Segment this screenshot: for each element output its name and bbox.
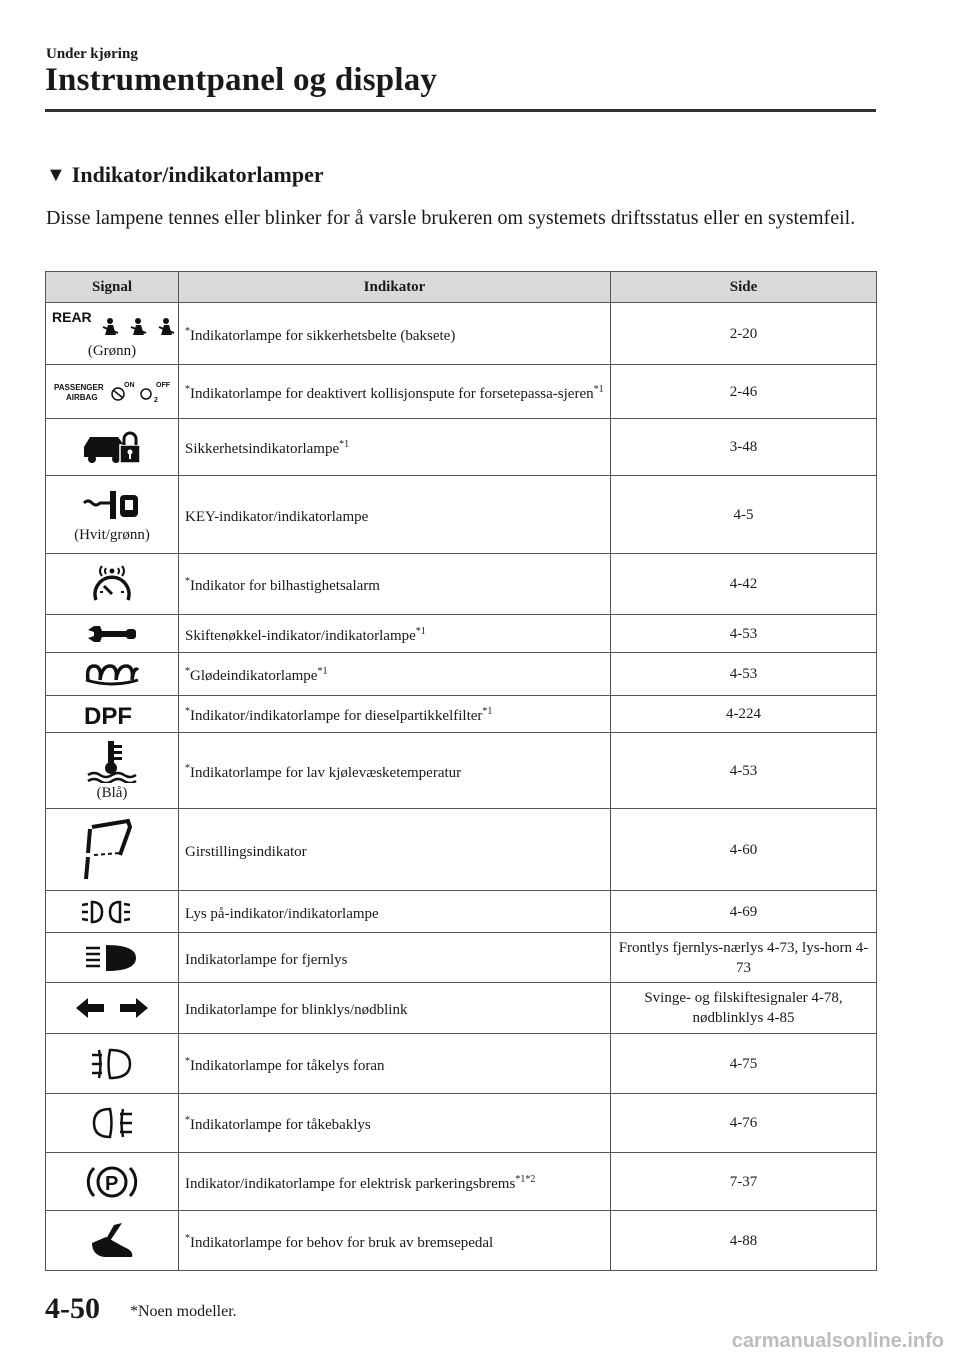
side-cell: 3-48: [611, 419, 877, 476]
signal-cell: [46, 1153, 179, 1211]
watermark: carmanualsonline.info: [731, 1330, 944, 1352]
side-cell: 4-76: [611, 1094, 877, 1153]
passenger-airbag-off-icon: [50, 378, 174, 406]
security-lock-car-icon: [80, 427, 144, 467]
parking-brake-icon: [84, 1160, 140, 1204]
rear-seatbelt-icon: [48, 307, 176, 341]
signal-cell: [46, 983, 179, 1034]
indikator-cell: *Indikatorlampe for deaktivert kollisjonspute for forsetepassa-sjeren$^{*1}$: [179, 365, 611, 419]
section-heading: [46, 162, 324, 188]
signal-cell: [46, 653, 179, 696]
table-header-row: [46, 272, 877, 303]
signal-cell: [46, 303, 179, 365]
chapter-title: Instrumentpanel og display: [45, 62, 438, 98]
rear-fog-icon: [90, 1105, 134, 1141]
signal-cell: [46, 365, 179, 419]
svg-text:DPF: DPF: [84, 703, 132, 728]
signal-cell: [46, 1034, 179, 1094]
header-indikator: Indikator: [179, 272, 611, 303]
brake-pedal-icon: [84, 1221, 140, 1261]
indikator-cell: *Indikator for bilhastighetsalarm: [179, 554, 611, 615]
dpf-icon: [82, 700, 142, 728]
indikator-cell: *Indikatorlampe for tåkelys foran: [179, 1034, 611, 1094]
signal-cell: [46, 933, 179, 983]
svg-text:AIRBAG: AIRBAG: [66, 392, 98, 402]
side-cell: 2-46: [611, 365, 877, 419]
signal-caption: (Blå): [96, 785, 128, 801]
table-row: [46, 809, 877, 891]
side-cell: Frontlys fjernlys-nærlys 4-73, lys-horn 4-73: [611, 933, 877, 983]
side-cell: 2-20: [611, 303, 877, 365]
signal-caption: (Grønn): [87, 343, 137, 359]
intro-paragraph: Disse lampene tennes eller blinker for å varsle brukeren om systemets driftsstatus eller en systemfeil.: [46, 207, 856, 229]
indikator-cell: *Indikatorlampe for sikkerhetsbelte (baksete): [179, 303, 611, 365]
wrench-icon: [84, 622, 140, 646]
table-row: [46, 933, 877, 983]
table-row: [46, 365, 877, 419]
table-row: [46, 1094, 877, 1153]
page-number: 4-50: [45, 1292, 100, 1325]
svg-text:OFF: OFF: [156, 381, 170, 389]
signal-cell: [46, 891, 179, 933]
front-fog-icon: [90, 1046, 134, 1082]
side-cell: 4-88: [611, 1211, 877, 1271]
high-beam-icon: [84, 943, 140, 973]
side-cell: 4-53: [611, 733, 877, 809]
turn-signal-icon: [74, 996, 150, 1020]
side-cell: 4-60: [611, 809, 877, 891]
indikator-cell: Indikatorlampe for blinklys/nødblink: [179, 983, 611, 1034]
table-row: [46, 476, 877, 554]
table-row: [46, 303, 877, 365]
table-row: [46, 1034, 877, 1094]
side-cell: 4-42: [611, 554, 877, 615]
table-row: [46, 615, 877, 653]
side-cell: 4-224: [611, 696, 877, 733]
table-row: [46, 653, 877, 696]
indicator-table: [45, 271, 877, 1271]
table-row: [46, 1153, 877, 1211]
indikator-cell: Indikator/indikatorlampe for elektrisk parkeringsbrems$^{*1*2}$: [179, 1153, 611, 1211]
coolant-low-temp-icon: [86, 739, 138, 783]
table-row: [46, 983, 877, 1034]
svg-text:ON: ON: [124, 381, 135, 389]
signal-cell: [46, 554, 179, 615]
indikator-cell: *Indikator/indikatorlampe for dieselpartikkelfilter$^{*1}$: [179, 696, 611, 733]
lights-on-icon: [80, 898, 144, 926]
header-signal: Signal: [46, 272, 179, 303]
indikator-cell: Skiftenøkkel-indikator/indikatorlampe$^{*1}$: [179, 615, 611, 653]
table-row: [46, 1211, 877, 1271]
side-cell: 4-69: [611, 891, 877, 933]
gear-position-icon: [80, 817, 144, 883]
side-cell: 4-75: [611, 1034, 877, 1094]
title-rule: [45, 109, 876, 112]
glow-plug-icon: [82, 660, 142, 688]
section-heading-text: Indikator/indikatorlamper: [71, 162, 324, 187]
indikator-cell: *Indikatorlampe for lav kjølevæsketemperatur: [179, 733, 611, 809]
indikator-cell: *Glødeindikatorlampe$^{*1}$: [179, 653, 611, 696]
signal-cell: [46, 1094, 179, 1153]
svg-text:2: 2: [154, 396, 158, 404]
indikator-cell: Girstillingsindikator: [179, 809, 611, 891]
signal-caption: (Hvit/grønn): [74, 527, 150, 543]
speed-alarm-icon: [90, 562, 134, 606]
signal-cell: [46, 419, 179, 476]
signal-cell: [46, 476, 179, 554]
header-side: Side: [611, 272, 877, 303]
signal-cell: [46, 809, 179, 891]
side-cell: 7-37: [611, 1153, 877, 1211]
table-row: [46, 696, 877, 733]
indikator-cell: Indikatorlampe for fjernlys: [179, 933, 611, 983]
table-row: [46, 554, 877, 615]
svg-text:P: P: [105, 1172, 119, 1195]
key-indicator-icon: [80, 485, 144, 525]
svg-text:REAR: REAR: [52, 309, 92, 325]
indikator-cell: *Indikatorlampe for tåkebaklys: [179, 1094, 611, 1153]
signal-cell: [46, 615, 179, 653]
table-row: [46, 891, 877, 933]
side-cell: Svinge- og filskiftesignaler 4-78, nødblinklys 4-85: [611, 983, 877, 1034]
indikator-cell: Lys på-indikator/indikatorlampe: [179, 891, 611, 933]
indikator-cell: KEY-indikator/indikatorlampe: [179, 476, 611, 554]
table-row: [46, 733, 877, 809]
signal-cell: [46, 733, 179, 809]
svg-text:PASSENGER: PASSENGER: [54, 382, 104, 392]
indikator-cell: *Indikatorlampe for behov for bruk av bremsepedal: [179, 1211, 611, 1271]
section-label: Under kjøring: [46, 46, 138, 62]
side-cell: 4-53: [611, 615, 877, 653]
table-row: [46, 419, 877, 476]
signal-cell: [46, 1211, 179, 1271]
indikator-cell: Sikkerhetsindikatorlampe$^{*1}$: [179, 419, 611, 476]
side-cell: 4-53: [611, 653, 877, 696]
footnote: *Noen modeller.: [130, 1303, 237, 1320]
triangle-marker-icon: ▼: [46, 163, 66, 186]
signal-cell: [46, 696, 179, 733]
side-cell: 4-5: [611, 476, 877, 554]
